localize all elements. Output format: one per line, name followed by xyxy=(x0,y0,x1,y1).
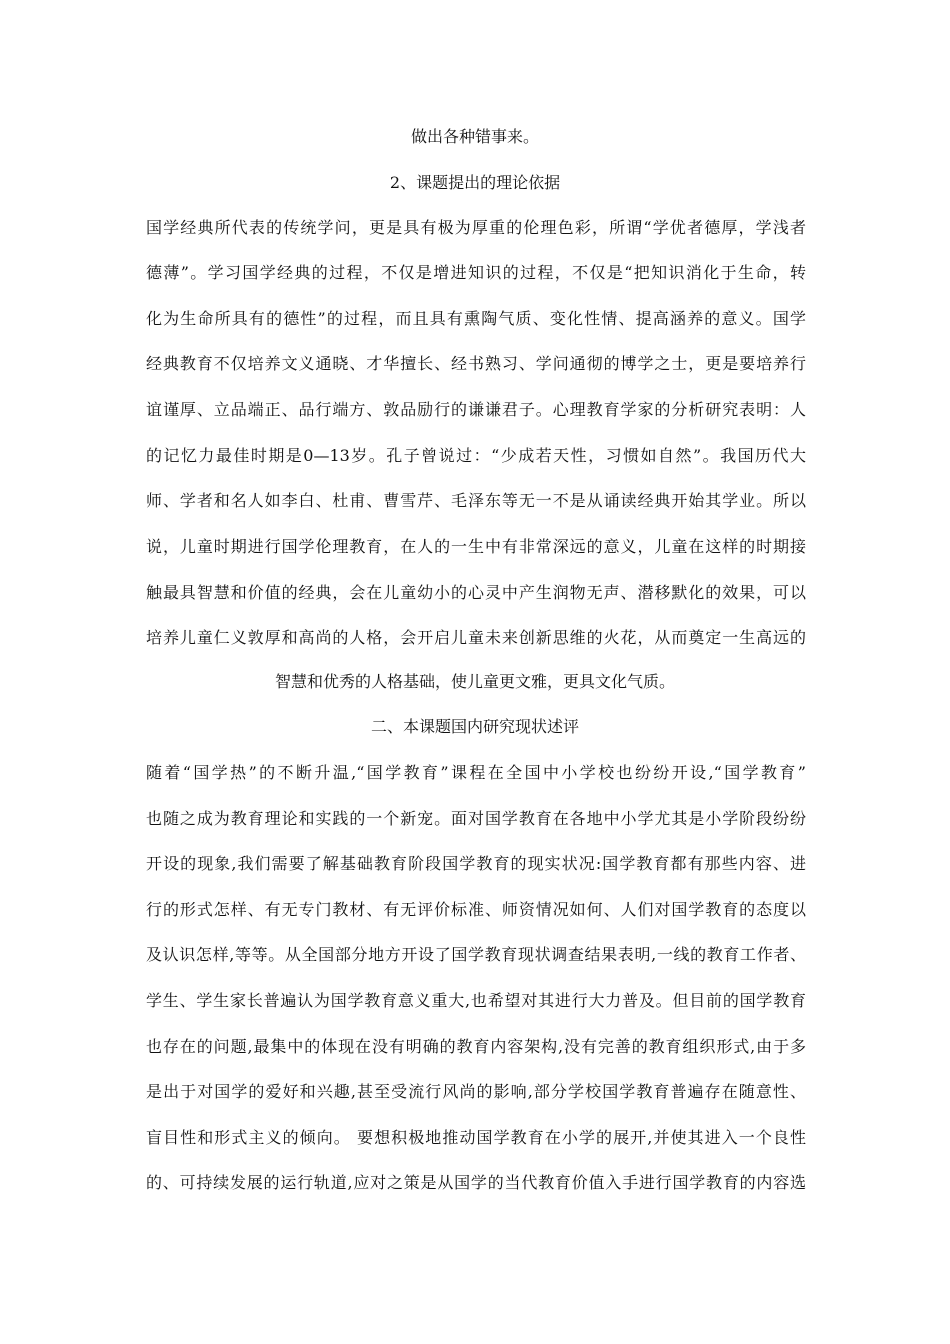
theory-line: 德薄”。学习国学经典的过程，不仅是增进知识的过程，不仅是“把知识消化于生命，转 xyxy=(146,263,806,282)
opening-line: 做出各种错事来。 xyxy=(410,127,539,146)
theory-line: 培养儿童仁义敦厚和高尚的人格，会开启儿童未来创新思维的火花，从而奠定一生高远的 xyxy=(146,628,806,647)
theory-closing-line: 智慧和优秀的人格基础，使儿童更文雅，更具文化气质。 xyxy=(274,672,675,691)
theory-line: 经典教育不仅培养文义通晓、才华擅长、经书熟习、学问通彻的博学之士，更是要培养行 xyxy=(146,354,806,373)
review-line: 盲目性和形式主义的倾向。 要想积极地推动国学教育在小学的展开,并使其进入一个良性 xyxy=(146,1128,806,1147)
review-line: 随着“国学热”的不断升温,“国学教育”课程在全国中小学校也纷纷开设,“国学教育” xyxy=(146,763,806,782)
review-line: 也存在的问题,最集中的体现在没有明确的教育内容架构,没有完善的教育组织形式,由于多 xyxy=(146,1037,806,1056)
theory-line: 的记忆力最佳时期是0—13岁。孔子曾说过：“少成若天性，习惯如自然”。我国历代大 xyxy=(146,446,806,465)
theory-heading: 2、课题提出的理论依据 xyxy=(389,173,561,192)
review-line: 的、可持续发展的运行轨道,应对之策是从国学的当代教育价值入手进行国学教育的内容选 xyxy=(146,1173,806,1192)
review-heading: 二、本课题国内研究现状述评 xyxy=(370,717,579,736)
review-line: 学生、学生家长普遍认为国学教育意义重大,也希望对其进行大力普及。但目前的国学教育 xyxy=(146,991,806,1010)
review-line: 行的形式怎样、有无专门教材、有无评价标准、师资情况如何、人们对国学教育的态度以 xyxy=(146,900,806,919)
theory-line: 化为生命所具有的德性”的过程，而且具有熏陶气质、变化性情、提高涵养的意义。国学 xyxy=(146,309,806,328)
theory-line: 谊谨厚、立品端正、品行端方、敦品励行的谦谦君子。心理教育学家的分析研究表明：人 xyxy=(146,400,806,419)
review-line: 开设的现象,我们需要了解基础教育阶段国学教育的现实状况:国学教育都有那些内容、进 xyxy=(146,854,806,873)
review-line: 是出于对国学的爱好和兴趣,甚至受流行风尚的影响,部分学校国学教育普遍存在随意性、 xyxy=(146,1082,806,1101)
review-line: 也随之成为教育理论和实践的一个新宠。面对国学教育在各地中小学尤其是小学阶段纷纷 xyxy=(146,809,806,828)
theory-line: 说，儿童时期进行国学伦理教育，在人的一生中有非常深远的意义，儿童在这样的时期接 xyxy=(146,537,806,556)
theory-line: 国学经典所代表的传统学问，更是具有极为厚重的伦理色彩，所谓“学优者德厚，学浅者 xyxy=(146,218,806,237)
theory-line: 师、学者和名人如李白、杜甫、曹雪芹、毛泽东等无一不是从诵读经典开始其学业。所以 xyxy=(146,491,806,510)
review-line: 及认识怎样,等等。从全国部分地方开设了国学教育现状调查结果表明,一线的教育工作者、 xyxy=(146,945,806,964)
theory-line: 触最具智慧和价值的经典，会在儿童幼小的心灵中产生润物无声、潜移默化的效果，可以 xyxy=(146,583,806,602)
